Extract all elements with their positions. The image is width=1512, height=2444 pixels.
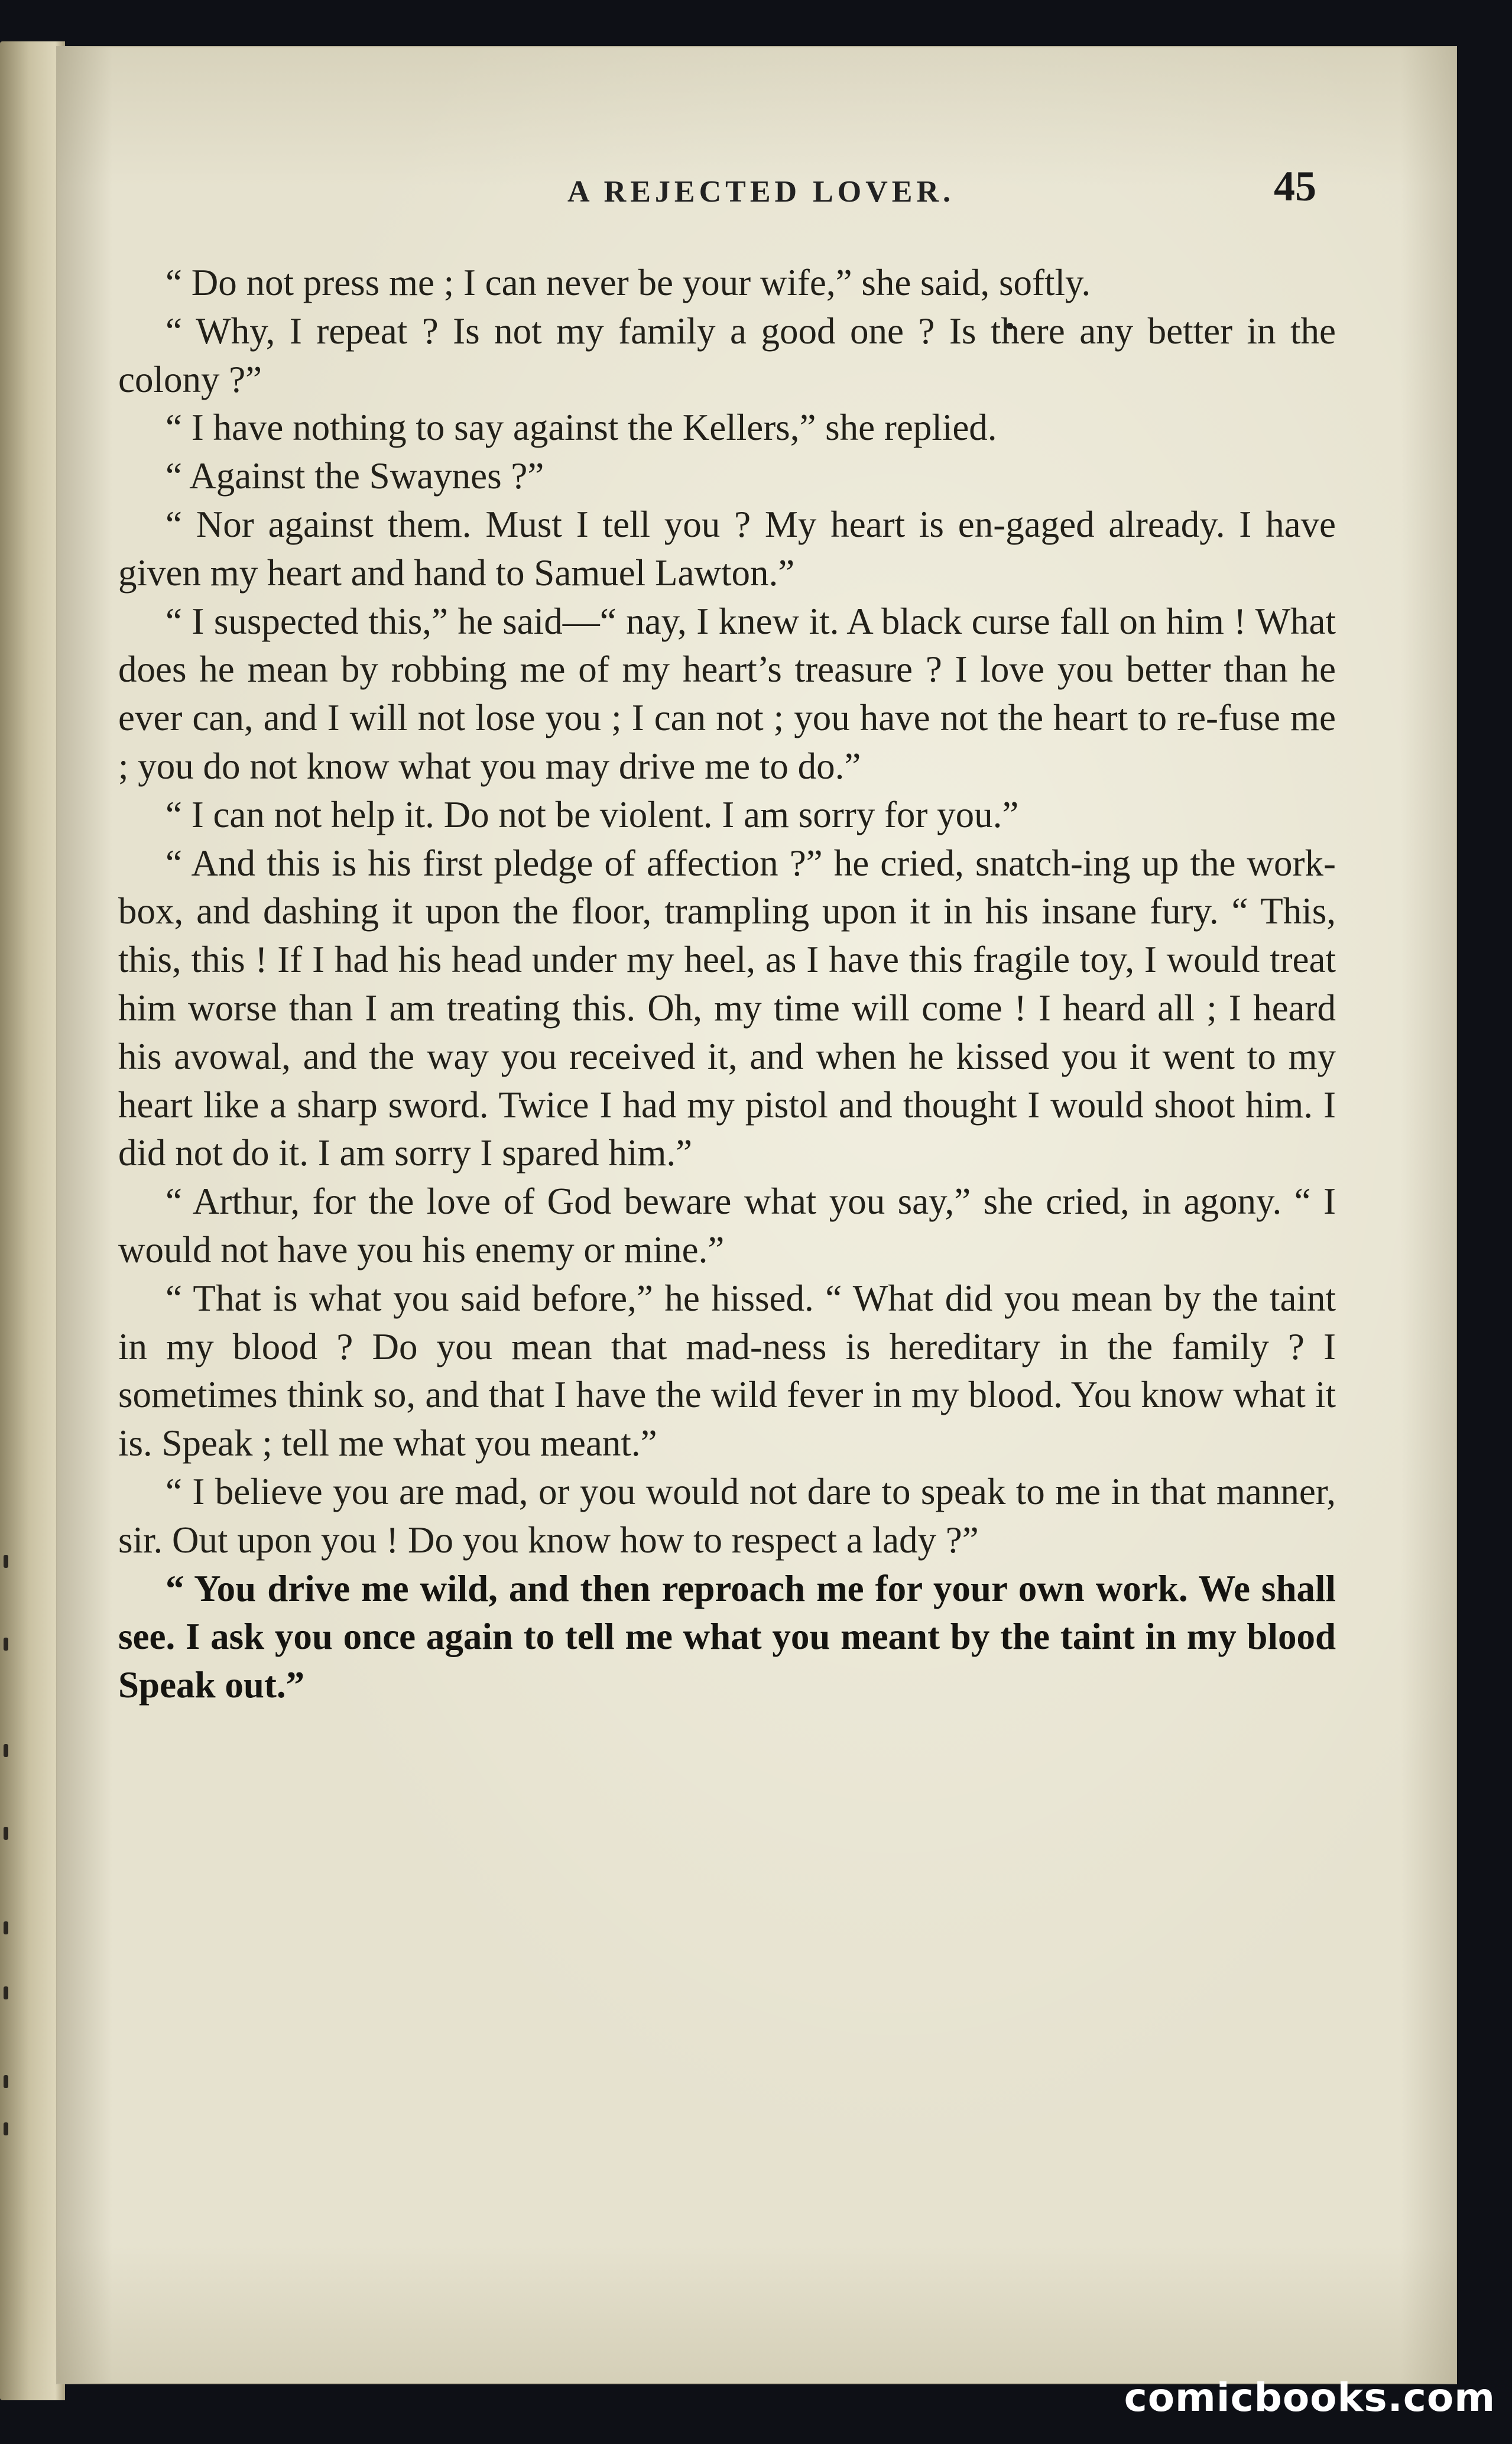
paragraph: “ Against the Swaynes ?”	[166, 455, 544, 497]
paragraph: “ Do not press me ; I can never be your wife,” she said, softly.	[166, 262, 1091, 303]
paragraph: “ And this is his first pledge of affection ?” he cried, snatch-ing up the work-box, and dashing it upon the floor, trampling upon it in his insane fury. “ This, this, this ! If I had his head under my heel, as I have this fragile toy, I would treat him worse than I am treating this. Oh, my time will come ! I heard all ; I heard his avowal, and the way you received it, and when he kissed you it went to my heart like a sharp sword. Twice I had my pistol and thought I would shoot him. I did not do it. I am sorry I spared him.”	[118, 842, 1336, 1174]
running-title: A REJECTED LOVER.	[567, 175, 955, 209]
watermark: comicbooks.com	[1124, 2375, 1495, 2420]
book-page	[56, 46, 1457, 2384]
paragraph: “ Arthur, for the love of God beware what you say,” she cried, in agony. “ I would not have you his enemy or mine.”	[118, 1181, 1336, 1270]
facing-page-print-marks	[4, 41, 15, 2400]
paragraph: “ I have nothing to say against the Kellers,” she replied.	[166, 407, 997, 449]
body-text	[118, 259, 1336, 1710]
paragraph: “ I suspected this,” he said—“ nay, I knew it. A black curse fall on him ! What does he mean by robbing me of my heart’s treasure ? I love you better than he ever can, and I will not lose you ; I can not ; you have not the heart to re-fuse me ; you do not know what you may drive me to do.”	[118, 600, 1336, 787]
paragraph: “ I can not help it. Do not be violent. I am sorry for you.”	[166, 793, 1019, 835]
paragraph: “ Why, I repeat ? Is not my family a good one ? Is there any better in the colony ?”	[118, 310, 1336, 400]
paragraph: “ I believe you are mad, or you would not dare to speak to me in that manner, sir. Out upon you ! Do you know how to respect a lady ?”	[118, 1470, 1336, 1561]
facing-page-edge	[0, 41, 65, 2400]
page-number: 45	[1274, 163, 1316, 210]
paragraph: “ You drive me wild, and then reproach me for your own work. We shall see. I ask you once again to tell me what you meant by the taint in my blood Speak out.”	[118, 1567, 1336, 1706]
paragraph: “ Nor against them. Must I tell you ? My heart is en-gaged already. I have given my heart and hand to Samuel Lawton.”	[118, 503, 1336, 594]
paragraph: “ That is what you said before,” he hissed. “ What did you mean by the taint in my blood ? Do you mean that mad-ness is hereditary in the family ? I sometimes think so, and that I have the wild fever in my blood. You know what it is. Speak ; tell me what you meant.”	[118, 1277, 1336, 1464]
